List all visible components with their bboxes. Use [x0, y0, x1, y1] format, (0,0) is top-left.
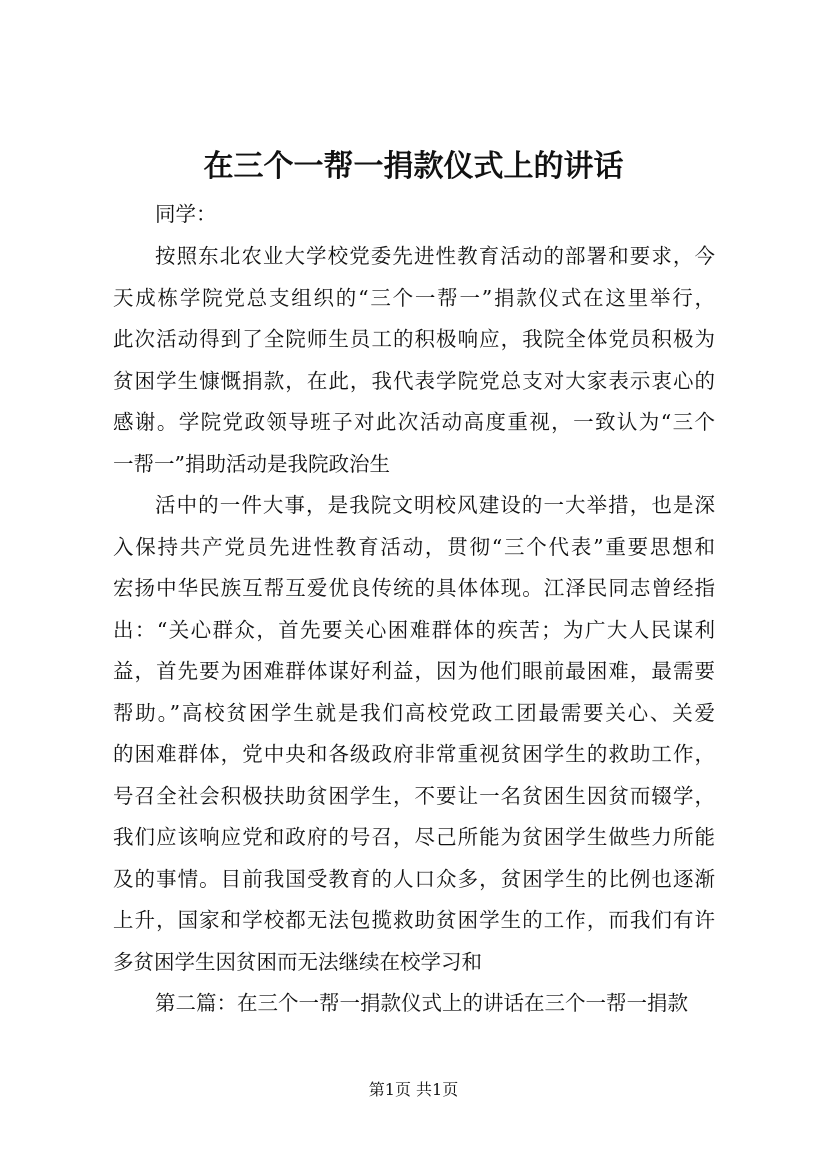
paragraph-line: 活中的一件大事，是我院文明校风建设的一大举措，也是深 [155, 493, 715, 517]
paragraph-line: 帮助。”高校贫困学生就是我们高校党政工团最需要关心、关爱 [113, 700, 715, 725]
paragraph-line: 号召全社会积极扶助贫困学生，不要让一名贫困生因贫而辍学， [113, 783, 715, 808]
paragraph-line: 多贫困学生因贫困而无法继续在校学习和 [113, 949, 482, 974]
paragraph-line: 此次活动得到了全院师生员工的积极响应，我院全体党员积极为 [113, 327, 715, 351]
paragraph-line: 一帮一”捐助活动是我院政治生 [113, 451, 390, 476]
page-footer: 第1页 共1页 [368, 1080, 459, 1099]
paragraph-line: 及的事情。目前我国受教育的人口众多，贫困学生的比例也逐渐 [113, 866, 715, 891]
paragraph-line: 我们应该响应党和政府的号召，尽己所能为贫困学生做些力所能 [113, 825, 715, 849]
paragraph-line: 宏扬中华民族互帮互爱优良传统的具体体现。江泽民同志曾经指 [113, 576, 715, 600]
paragraph-line: 的困难群体，党中央和各级政府非常重视贫困学生的救助工作， [113, 742, 715, 766]
paragraph-line: 出：“关心群众，首先要关心困难群体的疾苦；为广大人民谋利 [113, 617, 715, 642]
paragraph-line: 上升，国家和学校都无法包揽救助贫困学生的工作，而我们有许 [113, 908, 715, 932]
paragraph-line: 贫困学生慷慨捐款，在此，我代表学院党总支对大家表示衷心的 [113, 368, 715, 393]
paragraph-line: 感谢。学院党政领导班子对此次活动高度重视，一致认为“三个 [113, 410, 715, 434]
paragraph-1 [113, 236, 715, 485]
paragraph-3 [113, 983, 715, 1025]
paragraph-line: 天成栋学院党总支组织的“三个一帮一”捐款仪式在这里举行， [113, 285, 715, 310]
document-title: 在三个一帮一捐款仪式上的讲话 [203, 149, 624, 184]
paragraph-line: 入保持共产党员先进性教育活动，贯彻“三个代表”重要思想和 [113, 534, 715, 559]
paragraph-2 [113, 485, 715, 983]
greeting: 同学： [155, 202, 217, 226]
paragraph-line: 益，首先要为困难群体谋好利益，因为他们眼前最困难，最需要 [113, 659, 715, 683]
paragraph-line: 第二篇：在三个一帮一捐款仪式上的讲话在三个一帮一捐款 [155, 991, 688, 1015]
paragraph-line: 按照东北农业大学校党委先进性教育活动的部署和要求，今 [155, 244, 715, 268]
